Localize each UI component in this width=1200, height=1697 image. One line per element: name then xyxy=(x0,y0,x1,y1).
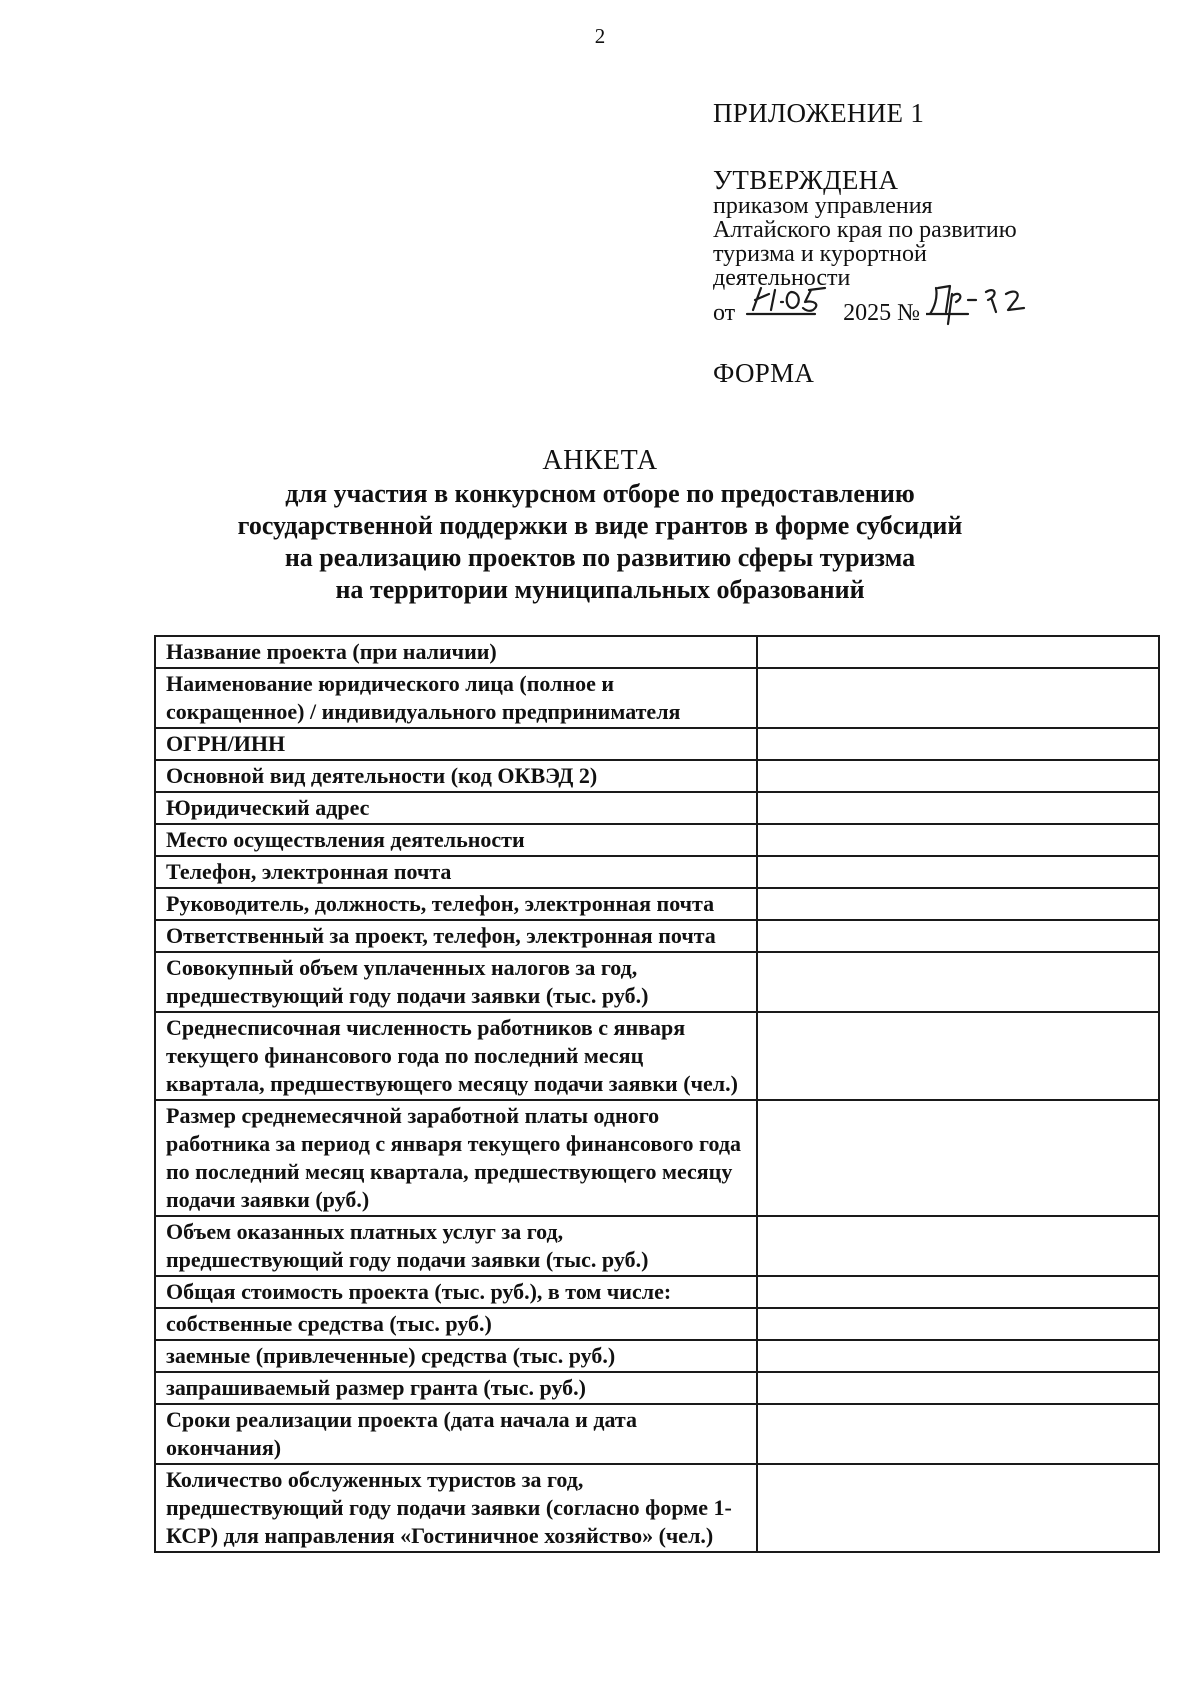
approved-title: УТВЕРЖДЕНА xyxy=(713,165,899,195)
row-label: Руководитель, должность, телефон, электронная почта xyxy=(155,888,757,920)
approved-by-line: Алтайского края по развитию xyxy=(713,217,1017,243)
row-value[interactable] xyxy=(757,1012,1159,1100)
row-value[interactable] xyxy=(757,792,1159,824)
row-label: Среднесписочная численность работников с января текущего финансового года по последний месяц квартала, предшествующего месяцу подачи заявки (чел.) xyxy=(155,1012,757,1100)
row-label: Совокупный объем уплаченных налогов за год, предшествующий году подачи заявки (тыс. руб.) xyxy=(155,952,757,1012)
handwritten-number-ink xyxy=(926,280,1036,326)
approved-by-line: туризма и курортной xyxy=(713,241,927,267)
form-label: ФОРМА xyxy=(713,358,815,388)
row-label: Основной вид деятельности (код ОКВЭД 2) xyxy=(155,760,757,792)
table-row xyxy=(155,1308,1159,1340)
appendix-title: ПРИЛОЖЕНИЕ 1 xyxy=(713,98,925,128)
row-value[interactable] xyxy=(757,1464,1159,1552)
row-value[interactable] xyxy=(757,888,1159,920)
table-row xyxy=(155,1372,1159,1404)
row-value[interactable] xyxy=(757,824,1159,856)
approved-by-line: приказом управления xyxy=(713,193,933,219)
row-value[interactable] xyxy=(757,856,1159,888)
document-subtitle-line: на территории муниципальных образований xyxy=(335,575,865,604)
table-row xyxy=(155,1216,1159,1276)
handwritten-date-ink xyxy=(741,280,837,320)
table-row xyxy=(155,760,1159,792)
row-value[interactable] xyxy=(757,1372,1159,1404)
approval-block xyxy=(713,100,1173,387)
row-value[interactable] xyxy=(757,1404,1159,1464)
document-subtitle-line: для участия в конкурсном отборе по предоставлению xyxy=(285,479,915,508)
row-value[interactable] xyxy=(757,920,1159,952)
row-label: ОГРН/ИНН xyxy=(155,728,757,760)
row-value[interactable] xyxy=(757,952,1159,1012)
table-row xyxy=(155,792,1159,824)
row-label: Размер среднемесячной заработной платы одного работника за период с января текущего финансового года по последний месяц квартала, предшествующего месяцу подачи заявки (руб.) xyxy=(155,1100,757,1216)
table-row xyxy=(155,888,1159,920)
table-row xyxy=(155,1012,1159,1100)
row-value[interactable] xyxy=(757,1340,1159,1372)
order-number-label: № xyxy=(897,300,921,326)
row-value[interactable] xyxy=(757,1276,1159,1308)
document-subtitle-line: на реализацию проектов по развитию сферы туризма xyxy=(284,543,916,572)
questionnaire-table xyxy=(154,635,1160,1553)
document-title: АНКЕТА xyxy=(542,445,658,476)
table-row xyxy=(155,1276,1159,1308)
row-label: собственные средства (тыс. руб.) xyxy=(155,1308,757,1340)
row-label: Юридический адрес xyxy=(155,792,757,824)
table-row xyxy=(155,668,1159,728)
table-row xyxy=(155,952,1159,1012)
order-year: 2025 xyxy=(843,300,892,326)
row-value[interactable] xyxy=(757,1308,1159,1340)
row-label: Место осуществления деятельности xyxy=(155,824,757,856)
table-row xyxy=(155,824,1159,856)
row-value[interactable] xyxy=(757,728,1159,760)
order-from-label: от xyxy=(713,300,736,326)
table-row xyxy=(155,728,1159,760)
page-number: 2 xyxy=(594,24,606,48)
handwritten-date xyxy=(741,290,837,320)
row-label: Наименование юридического лица (полное и сокращенное) / индивидуального предпринимателя xyxy=(155,668,757,728)
row-value[interactable] xyxy=(757,760,1159,792)
table-row xyxy=(155,1100,1159,1216)
row-label: Объем оказанных платных услуг за год, предшествующий году подачи заявки (тыс. руб.) xyxy=(155,1216,757,1276)
table-row xyxy=(155,1404,1159,1464)
table-row xyxy=(155,636,1159,668)
row-label: Сроки реализации проекта (дата начала и дата окончания) xyxy=(155,1404,757,1464)
handwritten-number xyxy=(926,290,1036,320)
row-label: Ответственный за проект, телефон, электронная почта xyxy=(155,920,757,952)
row-value[interactable] xyxy=(757,668,1159,728)
row-label: запрашиваемый размер гранта (тыс. руб.) xyxy=(155,1372,757,1404)
document-heading xyxy=(0,444,1200,606)
table-row xyxy=(155,856,1159,888)
row-label: Общая стоимость проекта (тыс. руб.), в том числе: xyxy=(155,1276,757,1308)
row-value[interactable] xyxy=(757,1216,1159,1276)
row-value[interactable] xyxy=(757,636,1159,668)
order-line xyxy=(713,290,1173,326)
row-label: Телефон, электронная почта xyxy=(155,856,757,888)
table-row xyxy=(155,1464,1159,1552)
table-row xyxy=(155,1340,1159,1372)
document-subtitle-line: государственной поддержки в виде грантов в форме субсидий xyxy=(237,511,963,540)
table-row xyxy=(155,920,1159,952)
row-value[interactable] xyxy=(757,1100,1159,1216)
row-label: Количество обслуженных туристов за год, предшествующий году подачи заявки (согласно форме 1-КСР) для направления «Гостиничное хозяйство» (чел.) xyxy=(155,1464,757,1552)
row-label: заемные (привлеченные) средства (тыс. руб.) xyxy=(155,1340,757,1372)
approved-by-line: деятельности xyxy=(713,265,851,291)
row-label: Название проекта (при наличии) xyxy=(155,636,757,668)
